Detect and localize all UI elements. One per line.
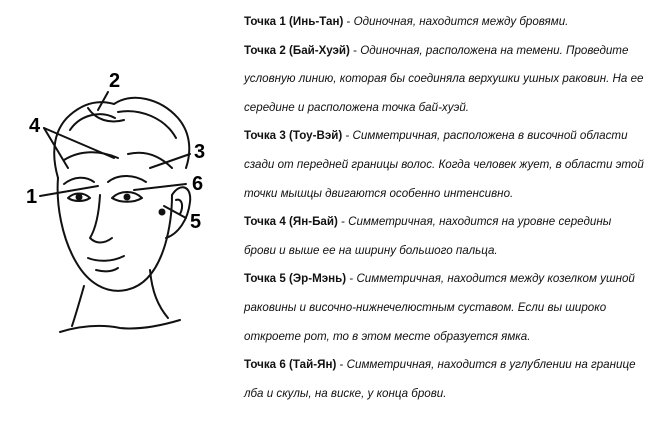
mouth-outline (88, 256, 124, 261)
point-1-dash: - (343, 15, 354, 28)
point-label-4: 4 (29, 115, 41, 137)
point-2-text: Одиночная, расположена на темени. Проведите условную линию, которая бы соединяла верхушки ушных раковин. На ее середине и расположена точка бай-хуэй. (244, 43, 644, 114)
head-drawing (0, 0, 240, 433)
eyebrow-right (108, 176, 146, 182)
point-5-dash: - (346, 272, 357, 286)
point-5-paragraph (244, 265, 644, 351)
point-4-title: Точка 4 (Ян-Бай) (244, 215, 338, 229)
point-6-dash: - (336, 358, 347, 372)
point-1-text: Одиночная, находится между бровями. (353, 15, 569, 28)
points-description (244, 8, 644, 408)
point-5-title: Точка 5 (Эр-Мэнь) (244, 272, 347, 286)
point-label-6: 6 (192, 173, 204, 195)
point-3-dash: - (342, 129, 353, 143)
point-3-text: Симметричная, расположена в височной области сзади от передней границы волос. Когда человек жует, в области этой точки мышцы двигаются особенно интенсивно. (244, 129, 644, 200)
point-3-paragraph (244, 122, 644, 208)
point-6-title: Точка 6 (Тай-Ян) (244, 358, 337, 372)
point-label-1: 1 (26, 186, 38, 208)
point-marker-5 (159, 209, 166, 216)
point-4-text: Симметричная, находится на уровне середины брови и выше ее на ширину большого пальца. (244, 215, 612, 257)
nose-outline (90, 195, 112, 243)
eyebrow-left (64, 178, 94, 184)
point-label-5: 5 (190, 211, 202, 233)
collar-outline (60, 320, 180, 332)
point-2-dash: - (349, 43, 361, 57)
point-2-title: Точка 2 (Бай-Хуэй) (244, 43, 350, 57)
point-2-paragraph (244, 37, 644, 123)
neck-outline (72, 270, 168, 326)
point-5-text: Симметричная, находится между козелком ушной раковины и височно-нижнечелюстным суставом. Если вы широко откроете рот, то в этом месте образуется ямка. (244, 272, 635, 343)
head-illustration (0, 0, 240, 433)
point-1-paragraph (244, 8, 644, 37)
point-6-paragraph (244, 351, 644, 408)
point-label-2: 2 (109, 70, 121, 92)
point-4-dash: - (337, 215, 349, 229)
point-6-text: Симметричная, находится в углублении на границе лба и скулы, на виске, у конца брови. (244, 358, 636, 400)
point-4-paragraph (244, 208, 644, 265)
point-1-title: Точка 1 (Инь-Тан) (244, 15, 344, 28)
point-label-3: 3 (194, 141, 206, 163)
point-3-title: Точка 3 (Тоу-Вэй) (244, 129, 343, 143)
